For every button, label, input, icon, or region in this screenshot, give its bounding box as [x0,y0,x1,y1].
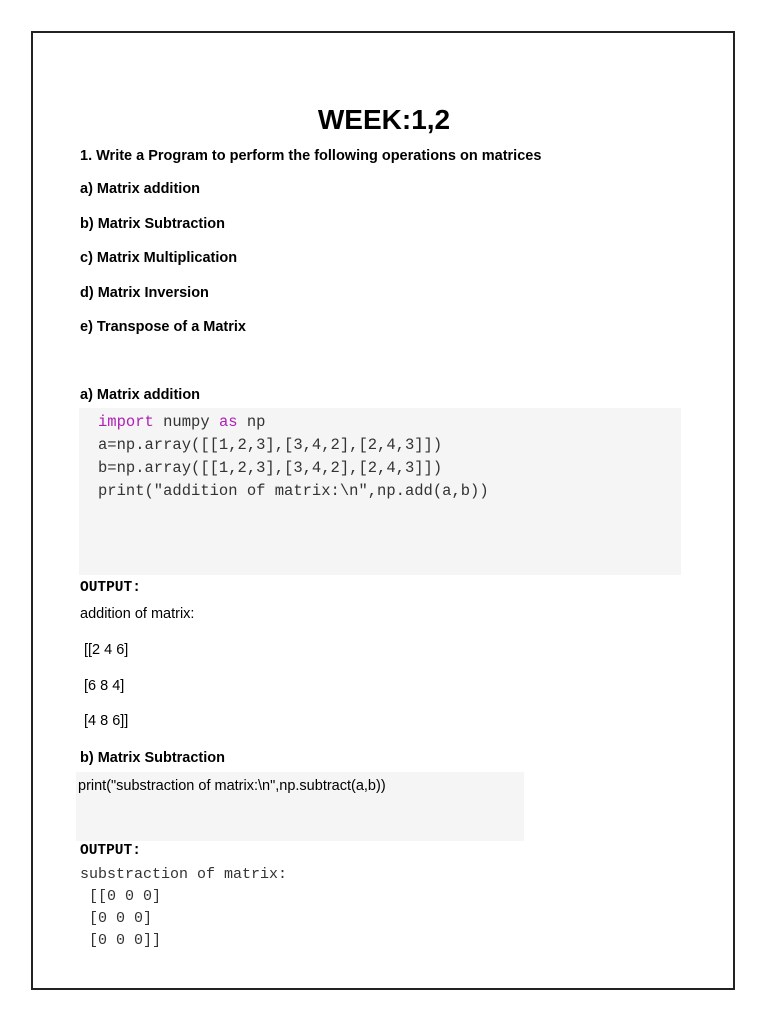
code-line: print("addition of matrix:\n",np.add(a,b)) [98,482,489,500]
code-block-addition [79,408,681,575]
output-line: [[2 4 6] [84,642,129,658]
output-line: substraction of matrix: [80,866,288,883]
output-line: [4 8 6]] [84,713,129,729]
output-label: OUTPUT: [80,580,141,596]
output-line: [[0 0 0] [80,888,162,905]
operation-item: a) Matrix addition [80,181,201,197]
operation-item: d) Matrix Inversion [80,285,209,301]
keyword-as: as [218,413,238,431]
operation-item: c) Matrix Multiplication [80,250,238,266]
output-line: [6 8 4] [84,678,125,694]
output-line: [0 0 0]] [80,932,162,949]
question-text: 1. Write a Program to perform the following operations on matrices [80,148,542,164]
section-a-heading: a) Matrix addition [80,387,201,403]
code-line: import numpy as np [98,413,266,431]
output-line: [0 0 0] [80,910,153,927]
output-line: addition of matrix: [80,606,195,622]
keyword-import: import [98,413,154,431]
section-b-heading: b) Matrix Subtraction [80,750,226,766]
operation-item: b) Matrix Subtraction [80,216,226,232]
operation-item: e) Transpose of a Matrix [80,319,246,335]
code-block-subtraction [76,772,524,841]
page-title: WEEK:1,2 [317,104,451,135]
code-line: b=np.array([[1,2,3],[3,4,2],[2,4,3]]) [98,459,443,477]
code-line: print("substraction of matrix:\n",np.subtract(a,b)) [78,778,386,794]
output-label: OUTPUT: [80,843,141,859]
code-line: a=np.array([[1,2,3],[3,4,2],[2,4,3]]) [98,436,443,454]
